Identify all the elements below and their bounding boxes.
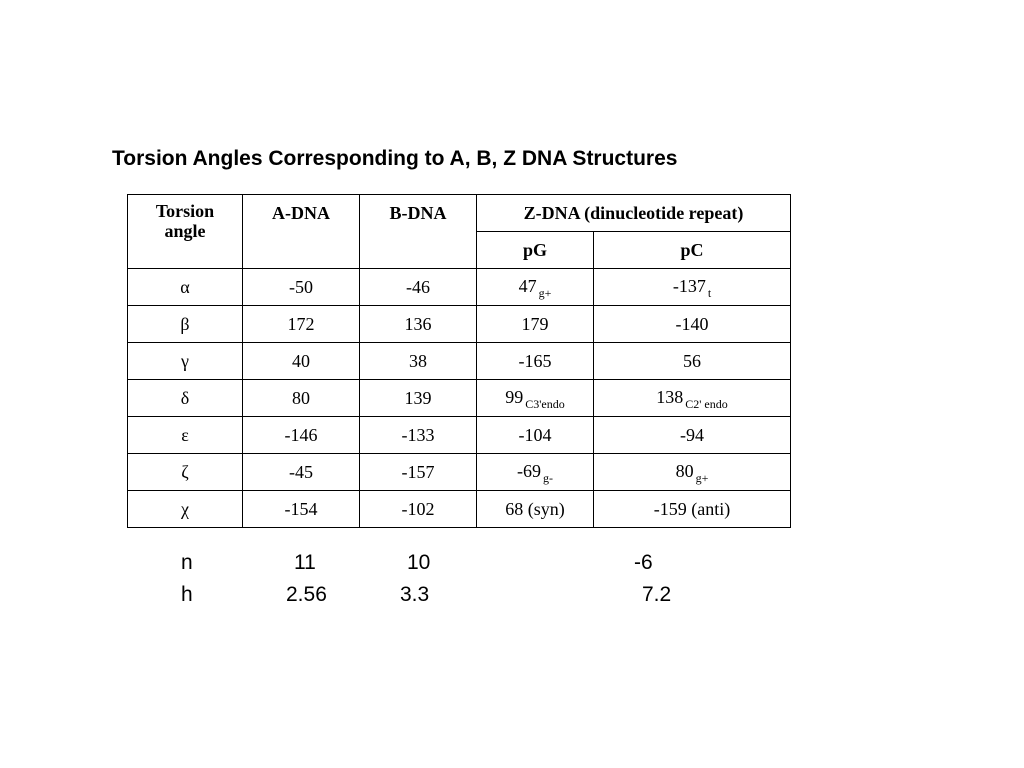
cell-angle [128,306,243,343]
cell-b-dna [360,491,477,528]
cell-a-dna [243,417,360,454]
cell-a-dna [243,343,360,380]
cell-angle-value: χ [181,499,189,519]
cell-z-pc [594,380,791,417]
footer-n-label: n [181,551,193,574]
footer-row-n [181,550,701,576]
table-row [128,269,791,306]
cell-angle [128,343,243,380]
cell-z-pg-value: 68 (syn) [505,499,565,519]
cell-b-dna [360,417,477,454]
header-z-dna: Z-DNA (dinucleotide repeat) [477,195,791,232]
cell-angle-value: γ [181,351,189,371]
cell-z-pg-value: -165 [518,351,552,371]
table-row [128,417,791,454]
table-body [128,269,791,528]
cell-z-pc [594,454,791,491]
table-row [128,454,791,491]
header-pc: pC [594,232,791,269]
cell-b-dna [360,380,477,417]
cell-z-pg [477,306,594,343]
cell-b-dna [360,269,477,306]
header-b-dna: B-DNA [360,195,477,269]
footer-h-z-dna: 7.2 [642,583,672,606]
cell-z-pg-value: -69 [517,461,541,481]
cell-z-pc-value: -94 [680,425,704,445]
cell-b-dna-value: 38 [409,351,427,371]
cell-angle-value: β [180,314,190,334]
cell-angle [128,269,243,306]
cell-a-dna [243,269,360,306]
cell-angle-value: ε [181,425,189,445]
cell-a-dna-value: 80 [292,388,310,408]
slide-title: Torsion Angles Corresponding to A, B, Z DNA Structures [112,147,678,170]
cell-z-pg [477,454,594,491]
footer-h-b-dna: 3.3 [400,583,430,606]
cell-a-dna [243,491,360,528]
cell-a-dna-value: -45 [289,462,313,482]
cell-z-pc-subscript: g+ [695,471,709,485]
cell-z-pc-value: -137 [672,276,706,296]
footer-row-h [181,582,701,608]
cell-z-pc [594,269,791,306]
cell-a-dna-value: 40 [292,351,310,371]
footer-n-b-dna: 10 [407,551,431,574]
table-row [128,491,791,528]
header-pg: pG [477,232,594,269]
cell-angle-value: α [180,277,190,297]
header-torsion-line2: angle [164,221,206,241]
cell-b-dna-value: -102 [401,499,435,519]
cell-b-dna [360,343,477,380]
cell-z-pg-value: -104 [518,425,552,445]
footer-h-a-dna: 2.56 [286,583,327,606]
cell-a-dna-value: -146 [284,425,318,445]
cell-a-dna [243,454,360,491]
cell-z-pc-value: 138 [656,387,684,407]
cell-b-dna-value: 136 [404,314,432,334]
cell-z-pc [594,491,791,528]
cell-z-pg [477,491,594,528]
footer-h-label: h [181,583,193,606]
cell-z-pc-subscript: C2' endo [685,397,728,411]
torsion-angle-table [127,194,791,528]
cell-z-pc [594,343,791,380]
cell-z-pc [594,417,791,454]
cell-z-pg-value: 47 [518,276,537,296]
table-row [128,343,791,380]
cell-z-pc-value: -140 [675,314,709,334]
cell-b-dna-value: -133 [401,425,435,445]
cell-z-pg [477,380,594,417]
cell-a-dna [243,306,360,343]
cell-z-pg-subscript: g+ [538,286,552,300]
header-a-dna: A-DNA [243,195,360,269]
cell-z-pc-subscript: t [707,286,712,300]
cell-b-dna-value: 139 [404,388,432,408]
header-torsion-line1: Torsion [155,201,215,221]
cell-z-pg [477,343,594,380]
cell-angle [128,491,243,528]
cell-z-pg-subscript: C3'endo [525,397,565,411]
cell-b-dna [360,306,477,343]
cell-angle [128,380,243,417]
cell-b-dna [360,454,477,491]
cell-angle [128,417,243,454]
cell-z-pg-subscript: g- [543,471,553,485]
cell-a-dna-value: -50 [289,277,313,297]
cell-angle [128,454,243,491]
cell-z-pg [477,417,594,454]
footer-n-z-dna: -6 [634,551,653,574]
cell-a-dna-value: 172 [287,314,315,334]
cell-b-dna-value: -46 [406,277,430,297]
cell-a-dna [243,380,360,417]
header-torsion-angle [128,195,243,269]
cell-z-pc [594,306,791,343]
cell-z-pc-value: -159 (anti) [653,499,731,519]
cell-z-pg-value: 179 [521,314,549,334]
cell-z-pc-value: 80 [675,461,694,481]
cell-z-pg [477,269,594,306]
cell-angle-value: ζ [181,462,189,482]
table-row [128,380,791,417]
cell-z-pc-value: 56 [683,351,701,371]
cell-b-dna-value: -157 [401,462,435,482]
table-header-row [128,195,791,232]
cell-z-pg-value: 99 [505,387,524,407]
cell-angle-value: δ [180,388,190,408]
table-row [128,306,791,343]
footer-n-a-dna: 11 [294,551,316,574]
cell-a-dna-value: -154 [284,499,318,519]
